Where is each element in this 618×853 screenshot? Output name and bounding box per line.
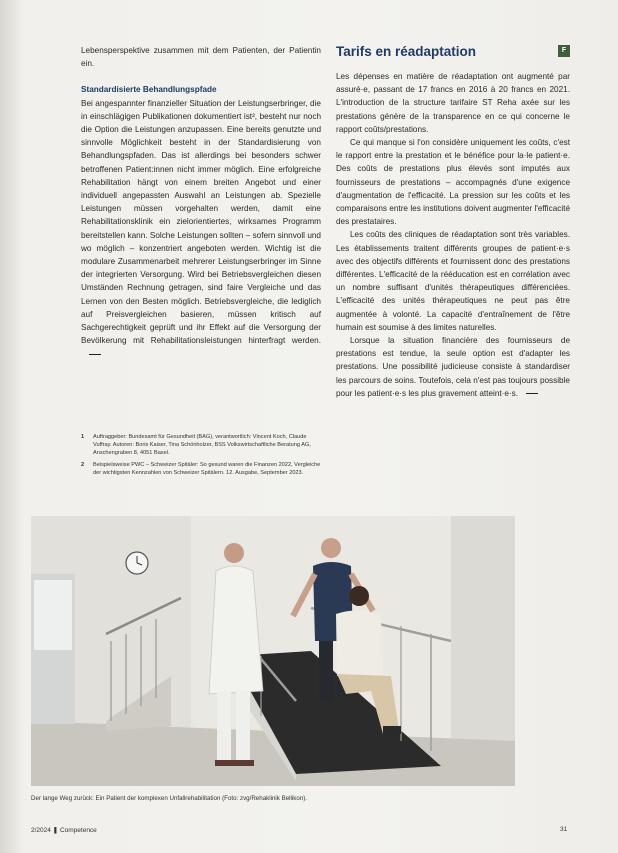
footnote-2 — [81, 461, 321, 477]
section-title: Tarifs en réadaptation — [336, 44, 477, 59]
subheading: Standardisierte Behandlungspfade — [81, 85, 217, 95]
end-mark — [89, 354, 101, 355]
photo-caption: Der lange Weg zurück: Ein Patient der komplexen Unfallrehabilitation (Foto: zvg/Rehaklinik Bellikon). — [31, 795, 308, 802]
paragraph-4-text: Lorsque la situation financière des fournisseurs de prestations est tendue, la seule option est d'adapter les prestations. Une possibilité judicieuse consiste à standardiser les parcours de soins. Toutefois, cela n'est pas toujours possible pour les patient·e·s les plus gravement atteint·e·s. — [336, 336, 570, 398]
left-column — [81, 44, 321, 361]
body-paragraph — [81, 97, 321, 361]
section-header — [336, 44, 570, 60]
paragraph-1: Les dépenses en matière de réadaptation ont augmenté par assuré·e, passant de 17 francs en 2016 à 20 francs en 2021. L'introduction de la structure tarifaire ST Reha axée sur les prestations génère de la transparence en ce qui concerne le rapport coûts/prestations. — [336, 72, 570, 134]
paragraph-4 — [336, 334, 570, 400]
footnote-text: Auftraggeber: Bundesamt für Gesundheit (BAG), verantwortlich: Vincent Koch, Claude Vuffray. Autoren: Boris Kaiser, Tina Schönholzer, BSS Volkswirtschaftliche Beratung AG, Anschengraben 8, 4051 Basel. — [93, 434, 311, 457]
right-column — [336, 44, 570, 400]
footnote-1 — [81, 433, 321, 458]
photo-illustration — [31, 516, 515, 786]
page-number: 31 — [560, 826, 568, 833]
body-text: Bei angespannter finanzieller Situation der Leistungserbringer, die in einschlägigen Publikationen dokumentiert ist², besteht nur noch die Option die Leistungen anzupassen. Eine bereits genutzte und sinnvolle Möglichkeit besteht in der Standardisierung von Behandlungspfaden. Das ist allerdings bei besonders schwer betroffenen Patient:innen nicht immer möglich. Eine erfolgreiche Rehabilitation hängt von einem breiten Angebot und einer individuell angepassten Auswahl an Leistungen ab. Spezielle Leistungen müssen vorgehalten werden, damit eine Rehabilitationsklinik ein zielorientiertes, wirksames Programm bereitstellen kann. Solche Leistungen sollten – sofern sinnvoll und wo möglich – konzentriert angeboten werden. Wichtig ist die modulare Zusammenarbeit mehrerer Leistungserbringer im Sinne der integrierten Versorgung. Wird bei Betriebsvergleichen diesen Umständen Rechnung getragen, sind faire Vergleiche und das Lernen von den Besten möglich. Betriebsvergleiche, die lediglich auf Preisvergleichen basieren, müssen kritisch auf Sachgerechtigkeit geprüft und ihr Effekt auf die Versorgung der Bevölkerung mit Rehabilitationsleistungen hinterfragt werden. — [81, 98, 321, 346]
footer-issue: 2/2024 ❚ Competence — [31, 827, 97, 834]
footnotes — [81, 433, 321, 480]
footnote-number: 1 — [81, 434, 85, 440]
end-mark — [526, 393, 538, 394]
footnote-number: 2 — [81, 461, 85, 468]
language-tag: F — [558, 45, 570, 57]
intro-paragraph: Lebensperspektive zusammen mit dem Patienten, der Patientin ein. — [81, 46, 321, 69]
footnote-text: Beispielsweise PWC – Schweizer Spitäler: So gesund waren die Finanzen 2022, Vergleiche der wichtigsten Kennzahlen von Schweizer Spitälern. 12. Ausgabe, September 2023. — [93, 461, 321, 476]
paragraph-3: Les coûts des cliniques de réadaptation sont très variables. Les établissements traitent différents groupes de patient·e·s avec des objectifs différents et fournissent donc des prestations différentes. L'efficacité de la rééducation est en corrélation avec un nombre suffisant d'unités thérapeutiques différenciées. L'efficacité des unités thérapeutiques ne peut pas être augmentée à volonté. La capacité d'entraînement de l'être humain est soumise à des limites naturelles. — [336, 230, 570, 332]
rehab-photo — [31, 516, 515, 786]
paragraph-2: Ce qui manque si l'on considère uniquement les coûts, c'est le rapport entre la prestation et le bénéfice pour la·le patient·e. Des coûts de prestations plus élevés sont imputés aux fournisseurs de prestations – accompagnés d'une exigence d'augmentation de l'efficacité. La pression sur les coûts et les comparaisons entre les institutions doivent augmenter l'efficacité des prestataires. — [336, 138, 570, 227]
